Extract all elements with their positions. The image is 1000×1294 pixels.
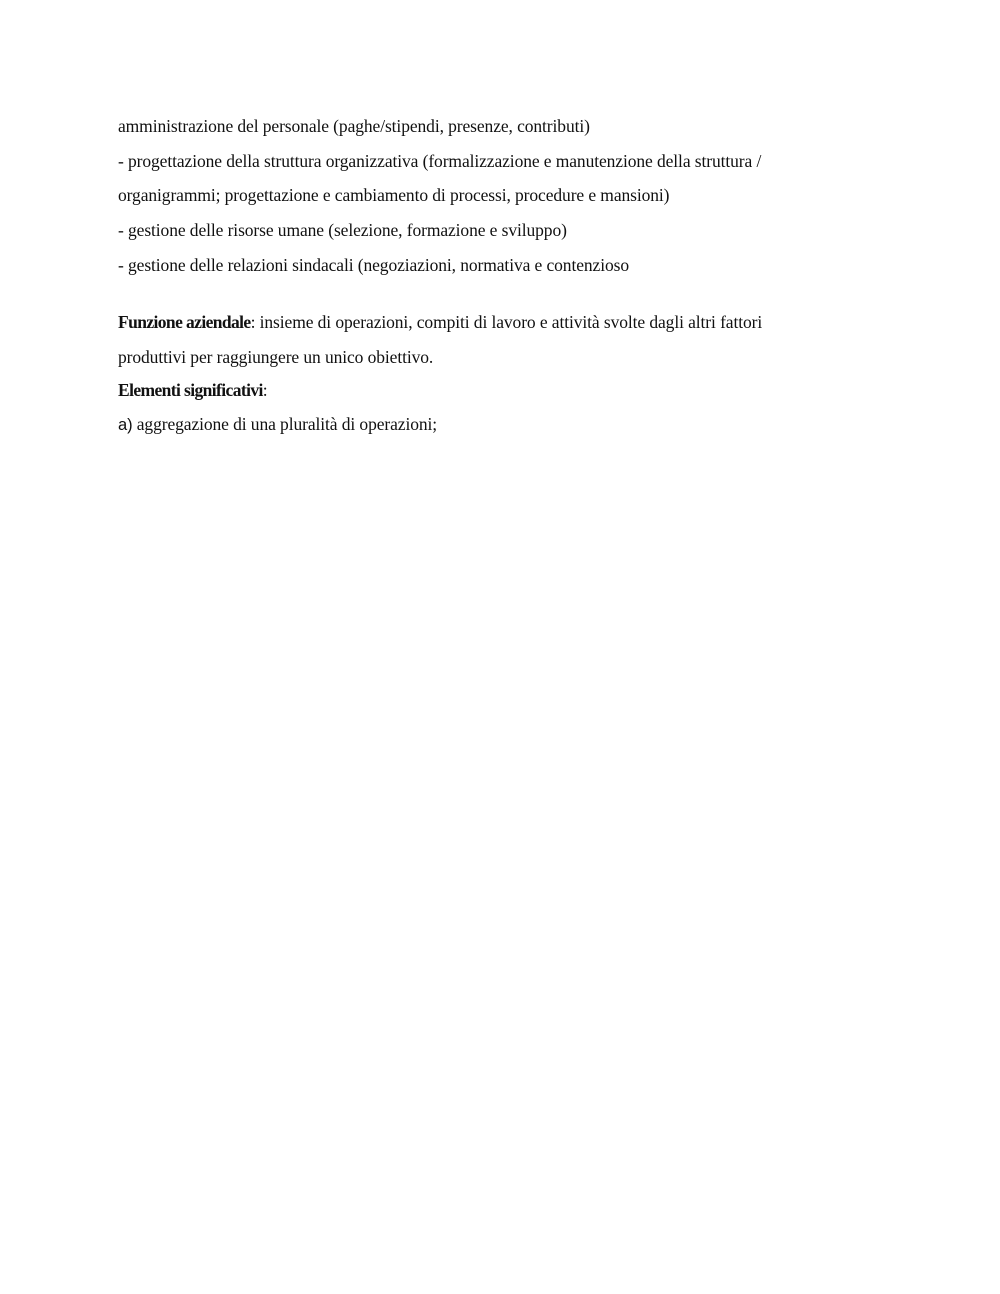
element-item-a	[118, 414, 437, 435]
org-design-continuation-line: organigrammi; progettazione e cambiamento di processi, procedure e mansioni)	[118, 185, 670, 205]
personnel-admin-line: amministrazione del personale (paghe/stipendi, presenze, contributi)	[118, 116, 590, 136]
definition-separator: :	[250, 312, 256, 332]
element-item-a-label: a)	[118, 416, 133, 434]
definition-paragraph	[118, 312, 762, 333]
hr-management-line: - gestione delle risorse umane (selezione, formazione e sviluppo)	[118, 220, 567, 240]
elements-separator: :	[262, 380, 268, 400]
elements-heading-line	[118, 380, 268, 401]
elements-heading: Elementi significativi	[118, 380, 263, 400]
definition-text: insieme di operazioni, compiti di lavoro e attività svolte dagli altri fattori	[255, 312, 763, 332]
element-item-a-text: aggregazione di una pluralità di operazioni;	[132, 414, 438, 434]
union-relations-line: - gestione delle relazioni sindacali (negoziazioni, normativa e contenzioso	[118, 255, 629, 275]
org-design-line: - progettazione della struttura organizzativa (formalizzazione e manutenzione della struttura /	[118, 151, 762, 171]
definition-term: Funzione aziendale	[118, 312, 251, 332]
definition-text-continuation: produttivi per raggiungere un unico obiettivo.	[118, 347, 434, 367]
